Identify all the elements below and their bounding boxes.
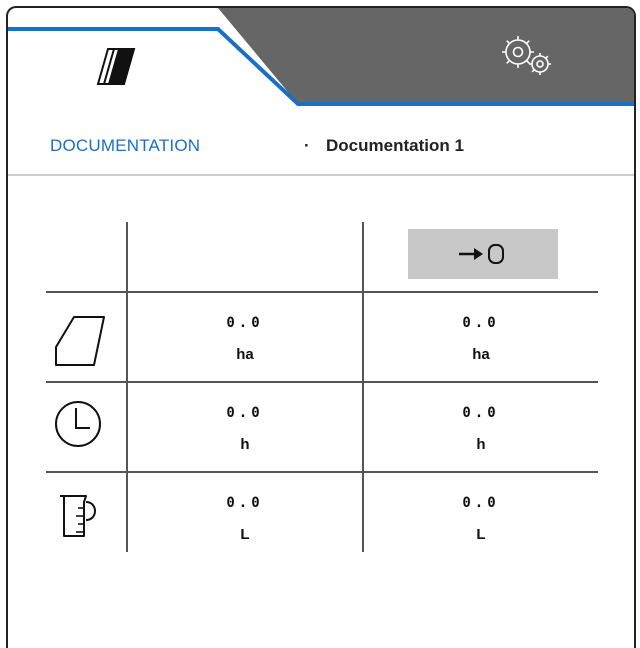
total-area-value: 0.0 [226, 315, 264, 331]
area-icon [52, 313, 108, 373]
daily-volume-value: 0.0 [462, 495, 500, 511]
total-volume-unit: L [240, 526, 250, 543]
clock-icon [52, 398, 108, 454]
column-divider-right [362, 222, 364, 552]
implement-icon [94, 44, 154, 94]
total-volume-value: 0.0 [226, 495, 264, 511]
daily-time-value: 0.0 [462, 405, 500, 421]
row-divider [46, 291, 598, 293]
column-divider-left [126, 222, 128, 552]
volume-jug-icon [52, 488, 108, 544]
daily-area-unit: ha [472, 346, 490, 363]
total-time-cell [130, 404, 360, 454]
header-divider [8, 174, 634, 176]
gears-icon [494, 30, 564, 80]
daily-time-cell [366, 404, 596, 454]
section-title: DOCUMENTATION [50, 136, 201, 155]
total-time-value: 0.0 [226, 405, 264, 421]
total-area-cell [130, 314, 360, 364]
row-divider [46, 471, 598, 473]
documentation-screen [6, 6, 636, 648]
daily-time-unit: h [476, 436, 486, 453]
daily-volume-cell [366, 494, 596, 544]
daily-area-cell [366, 314, 596, 364]
daily-volume-unit: L [476, 526, 486, 543]
total-volume-cell [130, 494, 360, 544]
daily-area-value: 0.0 [462, 315, 500, 331]
tab-settings[interactable] [298, 8, 634, 108]
total-area-unit: ha [236, 346, 254, 363]
header-separator: · [304, 136, 310, 155]
documentation-name[interactable]: Documentation 1 [326, 136, 464, 155]
row-divider [46, 381, 598, 383]
tab-implement[interactable] [8, 8, 298, 108]
reset-daily-counter-button[interactable] [408, 229, 558, 279]
tab-bar [8, 8, 634, 108]
total-time-unit: h [240, 436, 250, 453]
reset-to-zero-icon [456, 241, 510, 267]
